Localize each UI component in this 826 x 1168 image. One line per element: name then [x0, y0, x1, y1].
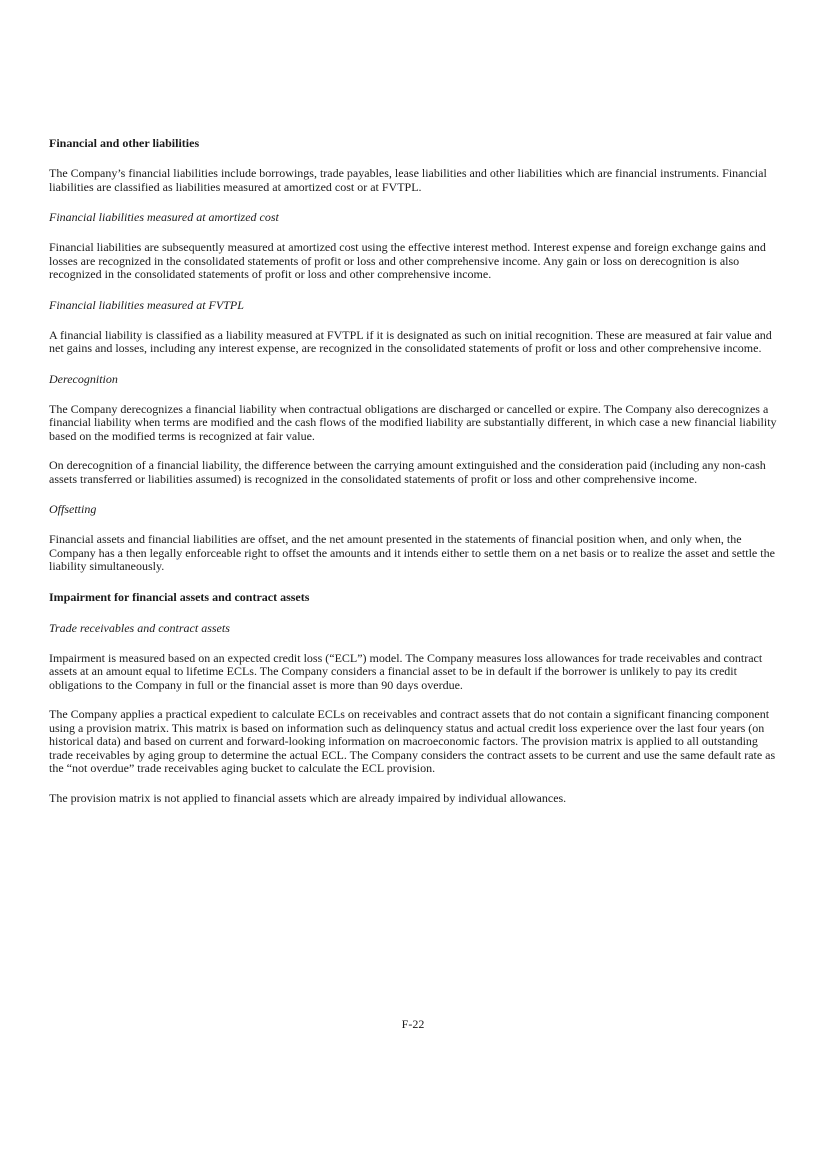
paragraph: The Company applies a practical expedient to calculate ECLs on receivables and contract assets that do not contain a significant financing component using a provision matrix. This matrix is based on information such as delinquency status and actual credit loss experience over the last four years (on historical data) and based on current and forward-looking information on macroeconomic factors. The provision matrix is applied to all outstanding trade receivables by aging group to determine the actual ECL. The Company considers the contract assets to be current and use the same default rate as the “not overdue” trade receivables aging bucket to calculate the ECL provision. — [49, 707, 776, 775]
paragraph: The provision matrix is not applied to financial assets which are already impaired by individual allowances. — [49, 790, 567, 805]
paragraph: On derecognition of a financial liability, the difference between the carrying amount extinguished and the consideration paid (including any non-cash assets transferred or liabilities assumed) is recognized in the consolidated statements of profit or loss and other comprehensive income. — [49, 458, 766, 486]
document-body — [49, 136, 779, 821]
section-heading: Financial and other liabilities — [49, 136, 200, 150]
page-number: F-22 — [401, 1017, 425, 1031]
paragraph: A financial liability is classified as a liability measured at FVTPL if it is designated as such on initial recognition. These are measured at fair value and net gains and losses, including any interest expense, are recognized in the consolidated statements of profit or loss and other comprehensive income. — [49, 327, 772, 355]
subsection-heading: Financial liabilities measured at FVTPL — [49, 297, 244, 312]
paragraph: Financial liabilities are subsequently measured at amortized cost using the effective interest method. Interest expense and foreign exchange gains and losses are recognized in the consolidated statements of profit or loss and other comprehensive income. Any gain or loss on derecognition is also recognized in the consolidated statements of profit or loss and other comprehensive income. — [49, 240, 766, 281]
paragraph: Impairment is measured based on an expected credit loss (“ECL”) model. The Company measures loss allowances for trade receivables and contract assets at an amount equal to lifetime ECLs. The Company considers a financial asset to be in default if the borrower is unlikely to pay its credit obligations to the Company in full or the financial asset is more than 90 days overdue. — [49, 650, 763, 692]
paragraph: Financial assets and financial liabilities are offset, and the net amount presented in the statements of financial position when, and only when, the Company has a then legally enforceable right to offset the amounts and it intends either to settle them on a net basis or to realize the asset and settle the liability simultaneously. — [49, 532, 775, 573]
section-heading: Impairment for financial assets and contract assets — [49, 589, 310, 604]
paragraph: The Company derecognizes a financial liability when contractual obligations are discharged or cancelled or expire. The Company also derecognizes a financial liability when terms are modified and the cash flows of the modified liability are substantially different, in which case a new financial liability based on the modified terms is recognized at fair value. — [49, 401, 777, 443]
subsection-heading: Offsetting — [49, 502, 97, 516]
subsection-heading: Financial liabilities measured at amortized cost — [49, 210, 279, 224]
subsection-heading: Trade receivables and contract assets — [49, 620, 230, 635]
subsection-heading: Derecognition — [49, 371, 118, 386]
paragraph: The Company’s financial liabilities include borrowings, trade payables, lease liabilities and other liabilities which are financial instruments. Financial liabilities are classified as liabilities measured at amortized cost or at FVTPL. — [49, 166, 767, 194]
